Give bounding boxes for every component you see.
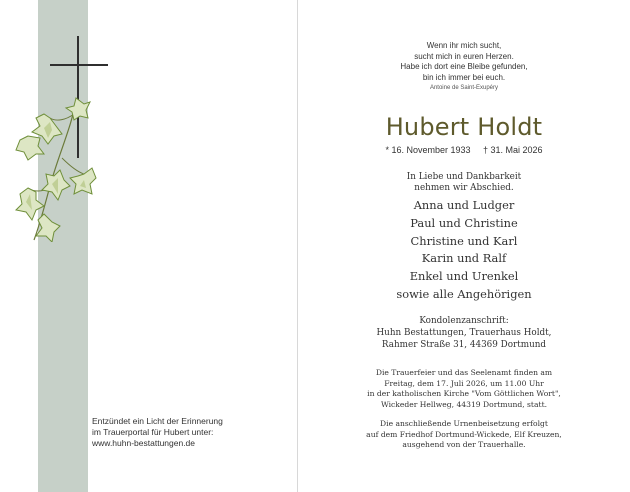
urn-line: auf dem Friedhof Dortmund-Wickede, Elf Kreuzen, [366, 429, 562, 439]
intro-line: In Liebe und Dankbarkeit [406, 172, 522, 182]
condolence-address [298, 315, 630, 352]
deceased-name: Hubert Holdt [385, 113, 543, 141]
farewell-intro [298, 172, 630, 194]
condolence-line: Kondolenzanschrift: [419, 316, 509, 326]
death-date: † 31. Mai 2026 [483, 145, 543, 155]
mourner-item: Enkel und Urenkel [409, 269, 519, 284]
funeral-line: in der katholischen Kirche "Vom Göttlichen Wort", [367, 389, 561, 399]
funeral-service-info [298, 368, 630, 410]
urn-burial-info [298, 419, 630, 451]
memorial-portal-note [92, 416, 292, 449]
life-dates [298, 145, 630, 155]
funeral-line: Wickeder Hellweg, 44319 Dortmund, statt. [380, 399, 548, 409]
quote-line: Wenn ihr mich sucht, [426, 41, 502, 50]
birth-date: * 16. November 1933 [385, 145, 471, 155]
mourner-item: Paul und Christine [410, 215, 518, 230]
quote-author: Antoine de Saint-Exupéry [429, 85, 499, 92]
left-note-line: Entzündet ein Licht der Erinnerung [92, 416, 223, 426]
mourners-list [298, 197, 630, 304]
urn-line: ausgehend von der Trauerhalle. [402, 440, 526, 450]
condolence-line: Rahmer Straße 31, 44369 Dortmund [381, 340, 547, 351]
funeral-line: Freitag, dem 17. Juli 2026, um 11.00 Uhr [384, 378, 544, 388]
funeral-line: Die Trauerfeier und das Seelenamt finden am [375, 368, 553, 377]
quote-line: sucht mich in euren Herzen. [414, 51, 514, 61]
mourner-item: Karin und Ralf [421, 251, 507, 266]
memorial-portal-link[interactable]: www.huhn-bestattungen.de [92, 438, 196, 448]
condolence-line: Huhn Bestattungen, Trauerhaus Holdt, [376, 328, 552, 339]
ivy-leaf-icon [14, 96, 98, 242]
intro-line: nehmen wir Abschied. [414, 183, 514, 193]
quote-line: bin ich immer bei euch. [422, 72, 506, 82]
right-panel [298, 0, 630, 492]
mourner-item: Christine und Karl [410, 233, 518, 248]
left-note-line: im Trauerportal für Hubert unter: [92, 427, 214, 437]
mourner-item: sowie alle Angehörigen [396, 286, 532, 301]
urn-line: Die anschließende Urnenbeisetzung erfolgt [380, 419, 548, 428]
quote-line: Habe ich dort eine Bleibe gefunden, [400, 62, 528, 72]
mourner-item: Anna und Ludger [413, 198, 515, 212]
epigraph-quote [298, 41, 630, 94]
